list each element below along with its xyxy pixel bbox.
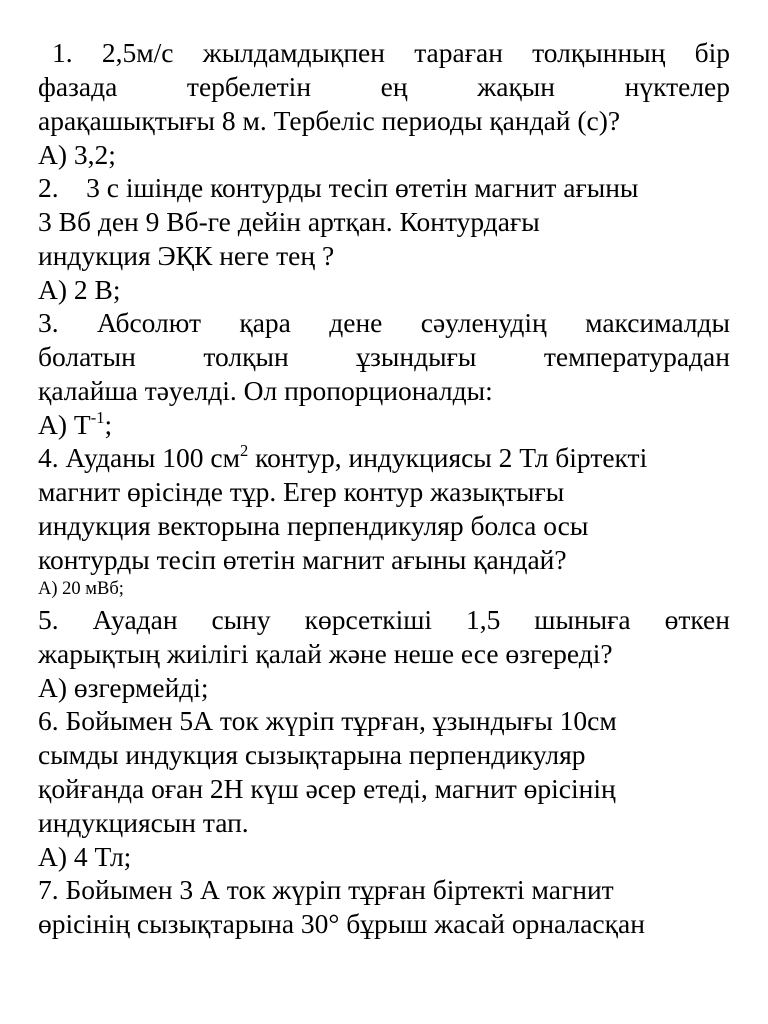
q5-line-1 bbox=[38, 603, 730, 637]
q6-line-3: қойғанда оған 2Н күш әсер етеді, магнит өрісінің bbox=[38, 773, 616, 804]
q3-word: температурадан bbox=[543, 341, 730, 372]
q1-line-2 bbox=[38, 70, 730, 104]
q1-word: фазада bbox=[38, 71, 118, 102]
q3-word: болатын bbox=[38, 341, 136, 372]
q2-line-1: 2. 3 с ішінде контурды тесіп өтетін магнит ағыны bbox=[38, 172, 639, 203]
q5-answer: А) өзгермейді; bbox=[38, 672, 209, 703]
q5-word: 1,5 bbox=[465, 604, 501, 635]
q4-line-4: контурды тесіп өтетін магнит ағыны қандай? bbox=[38, 544, 567, 575]
q3-line-1 bbox=[38, 306, 730, 340]
q1-word: 2,5м/с bbox=[101, 37, 174, 68]
q3-word: толқын bbox=[203, 341, 289, 372]
q5-word: шыныға bbox=[534, 604, 631, 635]
q4-line-1-rest: контур, индукциясы 2 Тл біртекті bbox=[248, 442, 648, 473]
q5-line-2: жарықтың жиілігі қалай және неше есе өзгереді? bbox=[38, 638, 613, 669]
q1-word: жақын bbox=[477, 71, 555, 102]
q4-line-2: магнит өрісінде тұр. Егер контур жазықтығы bbox=[38, 476, 565, 507]
q3-answer-exponent: -1 bbox=[90, 408, 105, 428]
q5-word: сыну bbox=[211, 604, 271, 635]
q6-line-1: 6. Бойымен 5А ток жүріп тұрған, ұзындығы 10см bbox=[38, 705, 617, 736]
q2-line-3: индукция ЭҚК неге тең ? bbox=[38, 240, 335, 271]
q3-answer bbox=[38, 408, 730, 442]
q4-line-1 bbox=[38, 441, 730, 475]
q5-word: өткен bbox=[664, 604, 730, 635]
q4-line-1-text: 4. Ауданы 100 см bbox=[38, 442, 241, 473]
q3-word: сәуленудің bbox=[420, 307, 547, 338]
q1-word: толқынның bbox=[532, 37, 666, 68]
q3-word: дене bbox=[329, 307, 383, 338]
q3-word: максималды bbox=[585, 307, 730, 338]
q4-line-3: индукция векторына перпендикуляр болса осы bbox=[38, 510, 589, 541]
q5-number: 5. bbox=[38, 604, 59, 635]
q4-answer: А) 20 мВб; bbox=[38, 579, 124, 599]
q3-word: қара bbox=[239, 307, 291, 338]
q2-answer: А) 2 В; bbox=[38, 274, 121, 305]
q5-word: көрсеткіші bbox=[304, 604, 433, 635]
q1-word: нүктелер bbox=[624, 71, 730, 102]
q1-word: тараған bbox=[414, 37, 503, 68]
q3-number: 3. bbox=[38, 307, 59, 338]
q3-answer-text: А) Т bbox=[38, 409, 91, 440]
q1-answer: А) 3,2; bbox=[38, 139, 116, 170]
q1-line-3: арақашықтығы 8 м. Тербеліс периоды қандай (с)? bbox=[38, 105, 621, 136]
q3-line-3: қалайша тәуелді. Ол пропорционалды: bbox=[38, 375, 493, 406]
q3-word: ұзындығы bbox=[356, 341, 477, 372]
q7-line-2: өрісінің сызықтарына 30° бұрыш жасай орналасқан bbox=[38, 908, 645, 939]
q1-line-1 bbox=[52, 36, 730, 70]
q3-answer-end: ; bbox=[104, 409, 113, 440]
q3-line-2 bbox=[38, 340, 730, 374]
q1-word: бір bbox=[694, 37, 730, 68]
q2-line-2: 3 Вб ден 9 Вб-ге дейін артқан. Контурдағы bbox=[38, 206, 540, 237]
q6-line-2: сымды индукция сызықтарына перпендикуляр bbox=[38, 739, 586, 770]
q1-word: тербелетін bbox=[186, 71, 312, 102]
q1-word: ең bbox=[380, 71, 408, 102]
q4-area-exponent: 2 bbox=[240, 441, 249, 461]
q6-line-4: индукциясын тап. bbox=[38, 807, 249, 838]
q1-number: 1. bbox=[52, 37, 73, 68]
q7-line-1: 7. Бойымен 3 А ток жүріп тұрған біртекті магнит bbox=[38, 874, 614, 905]
q5-word: Ауадан bbox=[92, 604, 178, 635]
q1-word: жылдамдықпен bbox=[202, 37, 385, 68]
q3-word: Абсолют bbox=[97, 307, 201, 338]
q6-answer: А) 4 Тл; bbox=[38, 841, 132, 872]
